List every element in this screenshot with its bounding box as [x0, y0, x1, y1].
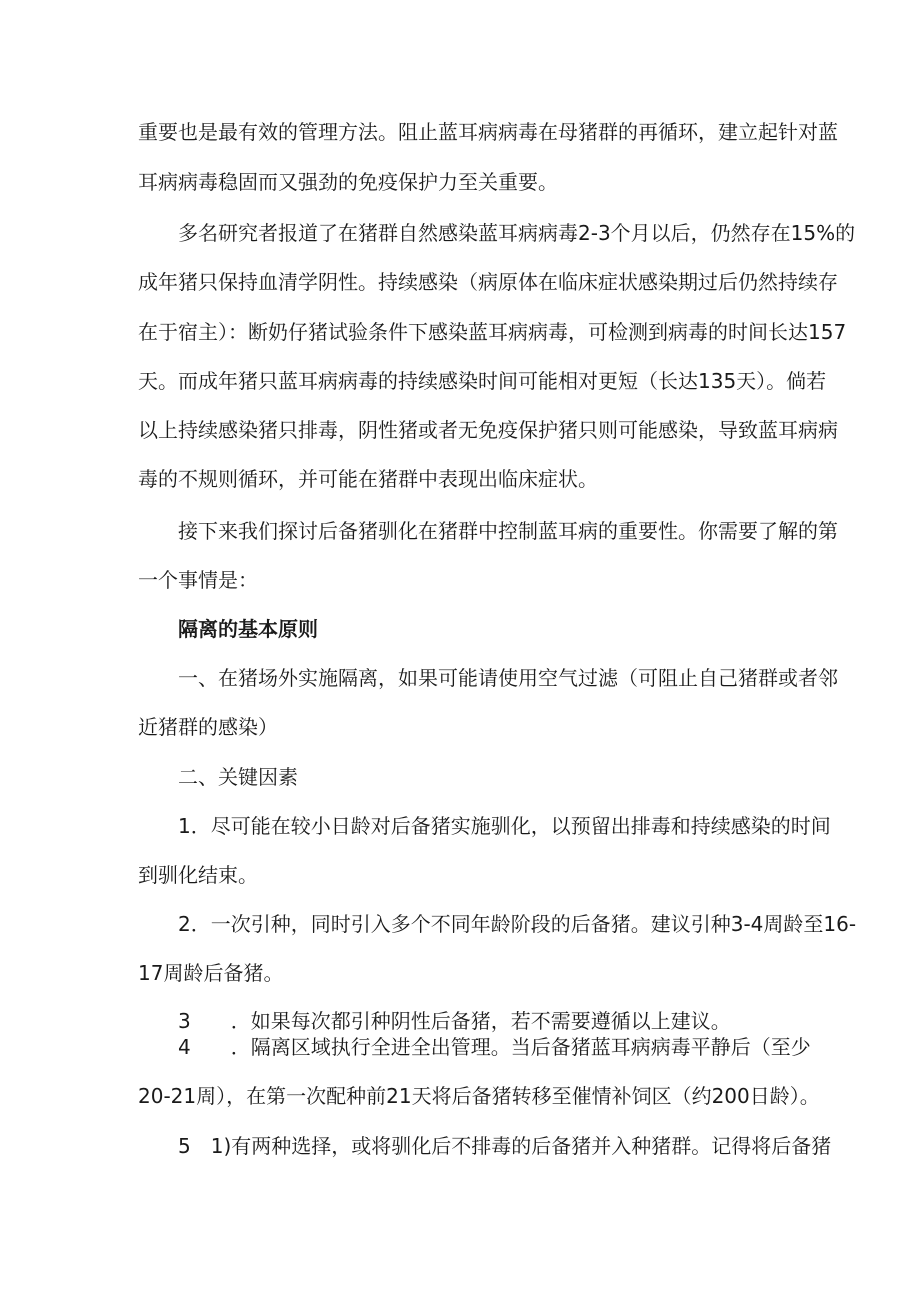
paragraph-line: 重要也是最有效的管理方法。阻止蓝耳病病毒在母猪群的再循环，建立起针对蓝	[138, 120, 838, 144]
paragraph-line: 以上持续感染猪只排毒，阴性猪或者无免疫保护猪只则可能感染，导致蓝耳病病	[138, 418, 838, 442]
list-item: 4 ．隔离区域执行全进全出管理。当后备猪蓝耳病病毒平静后（至少	[178, 1035, 811, 1059]
list-item: 1．尽可能在较小日龄对后备猪实施驯化，以预留出排毒和持续感染的时间	[178, 814, 831, 838]
paragraph-line: 一个事情是：	[138, 568, 258, 592]
list-item-continuation: 20-21周），在第一次配种前21天将后备猪转移至催情补饲区（约200日龄）。	[138, 1084, 820, 1108]
paragraph-line: 成年猪只保持血清学阴性。持续感染（病原体在临床症状感染期过后仍然持续存	[138, 270, 838, 294]
section-heading: 隔离的基本原则	[178, 617, 318, 641]
subheading: 二、关键因素	[178, 765, 298, 789]
list-item-continuation: 到驯化结束。	[138, 863, 258, 887]
paragraph-line: 毒的不规则循环，并可能在猪群中表现出临床症状。	[138, 467, 598, 491]
paragraph-line: 多名研究者报道了在猪群自然感染蓝耳病病毒2-3个月以后，仍然存在15%的	[178, 221, 856, 245]
list-item: 3 ．如果每次都引种阴性后备猪，若不需要遵循以上建议。	[178, 1009, 731, 1033]
paragraph-line: 耳病病毒稳固而又强劲的免疫保护力至关重要。	[138, 170, 558, 194]
list-item-continuation: 17周龄后备猪。	[138, 961, 284, 985]
list-item: 5 1)有两种选择，或将驯化后不排毒的后备猪并入种猪群。记得将后备猪	[178, 1134, 832, 1158]
list-item: 2．一次引种，同时引入多个不同年龄阶段的后备猪。建议引种3-4周龄至16-	[178, 912, 857, 936]
paragraph-line: 天。而成年猪只蓝耳病病毒的持续感染时间可能相对更短（长达135天）。倘若	[138, 369, 827, 393]
paragraph-line: 一、在猪场外实施隔离，如果可能请使用空气过滤（可阻止自己猪群或者邻	[178, 666, 838, 690]
paragraph-line: 接下来我们探讨后备猪驯化在猪群中控制蓝耳病的重要性。你需要了解的第	[178, 519, 838, 543]
paragraph-line: 近猪群的感染）	[138, 715, 278, 739]
paragraph-line: 在于宿主）：断奶仔猪试验条件下感染蓝耳病病毒，可检测到病毒的时间长达157	[138, 320, 847, 344]
